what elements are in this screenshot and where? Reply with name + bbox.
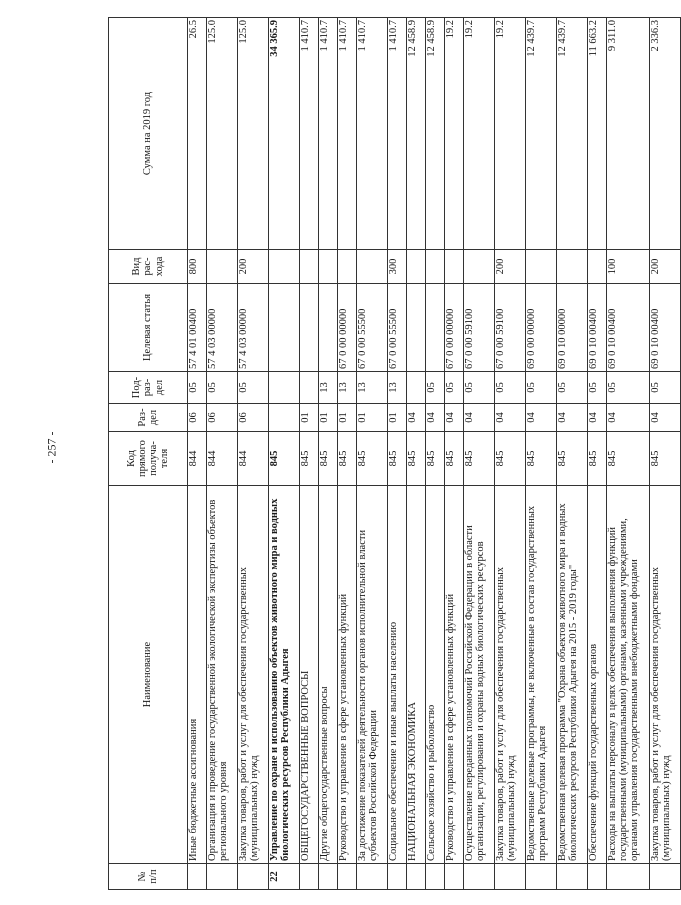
col-header-razdel: Раз-дел [109,404,188,432]
cell-article: 67 0 00 59100 [495,284,526,372]
cell-razdel: 04 [607,404,650,432]
cell-sum: 12 439.7 [557,18,588,250]
cell-num [357,864,388,890]
cell-vid [407,250,426,284]
cell-podrazdel [300,372,319,404]
cell-recipient: 845 [300,432,319,486]
cell-num [650,864,681,890]
cell-name: Закупка товаров, работ и услуг для обеспечения государственных (муниципальных) нужд [495,486,526,864]
cell-recipient: 844 [207,432,238,486]
cell-recipient: 845 [319,432,338,486]
cell-name: НАЦИОНАЛЬНАЯ ЭКОНОМИКА [407,486,426,864]
cell-razdel: 01 [319,404,338,432]
table-row [238,18,269,890]
cell-article: 67 0 00 55500 [388,284,407,372]
cell-podrazdel: 05 [238,372,269,404]
cell-recipient: 845 [464,432,495,486]
cell-razdel: 04 [445,404,464,432]
cell-name: Ведомственные целевые программы, не включенные в состав государственных программ Республики Адыгея [526,486,557,864]
cell-vid: 300 [388,250,407,284]
cell-razdel: 04 [426,404,445,432]
cell-podrazdel: 13 [357,372,388,404]
cell-vid [445,250,464,284]
cell-article: 67 0 00 00000 [338,284,357,372]
cell-article: 69 0 10 00400 [607,284,650,372]
cell-podrazdel: 05 [188,372,207,404]
table-row [495,18,526,890]
cell-recipient: 845 [557,432,588,486]
cell-num [445,864,464,890]
table-body [188,18,681,890]
cell-num [188,864,207,890]
col-header-name: Наименование [109,486,188,864]
cell-recipient: 845 [357,432,388,486]
cell-razdel: 04 [650,404,681,432]
rotated-table-container [108,18,673,890]
cell-article [300,284,319,372]
cell-sum: 12 458.9 [426,18,445,250]
cell-recipient: 845 [495,432,526,486]
table-row [300,18,319,890]
cell-name: Ведомственная целевая программа "Охрана объектов животного мира и водных биологических ресурсов Республики Адыгея на 2015 - 2019 годы" [557,486,588,864]
table-row [188,18,207,890]
cell-vid [319,250,338,284]
cell-podrazdel: 05 [526,372,557,404]
cell-sum: 1 410.7 [300,18,319,250]
cell-vid: 200 [238,250,269,284]
cell-vid: 100 [607,250,650,284]
cell-sum: 1 410.7 [388,18,407,250]
cell-razdel: 01 [338,404,357,432]
cell-num [607,864,650,890]
cell-name: Управление по охране и использованию объектов животного мира и водных биологических ресурсов Республики Адыгея [269,486,300,864]
cell-sum: 26.5 [188,18,207,250]
cell-sum: 34 365.9 [269,18,300,250]
cell-num [526,864,557,890]
cell-article: 69 0 10 00400 [650,284,681,372]
cell-vid [557,250,588,284]
cell-razdel: 06 [188,404,207,432]
budget-table-page [108,18,673,890]
table-row [526,18,557,890]
cell-podrazdel: 13 [388,372,407,404]
cell-recipient: 845 [426,432,445,486]
cell-article [407,284,426,372]
cell-num [495,864,526,890]
cell-razdel: 06 [207,404,238,432]
table-row [388,18,407,890]
table-row [338,18,357,890]
cell-article: 69 0 10 00400 [588,284,607,372]
cell-podrazdel: 05 [464,372,495,404]
cell-num [319,864,338,890]
col-header-podrazdel: Под-раз-дел [109,372,188,404]
cell-podrazdel: 05 [426,372,445,404]
table-row [426,18,445,890]
cell-podrazdel: 05 [650,372,681,404]
cell-vid [357,250,388,284]
cell-num [338,864,357,890]
table-row [207,18,238,890]
table-row [357,18,388,890]
cell-razdel: 01 [388,404,407,432]
cell-num [300,864,319,890]
cell-razdel: 04 [526,404,557,432]
cell-num [426,864,445,890]
table-row [607,18,650,890]
cell-vid: 800 [188,250,207,284]
cell-vid [338,250,357,284]
cell-num [207,864,238,890]
cell-article: 57 4 03 00000 [238,284,269,372]
table-header-row [109,18,188,890]
col-header-num: № п/п [109,864,188,890]
cell-recipient: 844 [238,432,269,486]
cell-vid: 200 [650,250,681,284]
cell-sum: 12 458.9 [407,18,426,250]
table-row [407,18,426,890]
cell-razdel: 04 [495,404,526,432]
cell-vid [207,250,238,284]
col-header-sum: Сумма на 2019 год [109,18,188,250]
cell-sum: 2 336.3 [650,18,681,250]
cell-name: Закупка товаров, работ и услуг для обеспечения государственных (муниципальных) нужд [650,486,681,864]
cell-razdel: 01 [357,404,388,432]
cell-podrazdel: 05 [495,372,526,404]
cell-recipient: 845 [338,432,357,486]
cell-sum: 12 439.7 [526,18,557,250]
col-header-vid: Вид рас-хода [109,250,188,284]
cell-article [319,284,338,372]
cell-sum: 125.0 [207,18,238,250]
cell-name: Закупка товаров, работ и услуг для обеспечения государственных (муниципальных) нужд [238,486,269,864]
cell-name: За достижение показателей деятельности органов исполнительной власти субъектов Российской Федерации [357,486,388,864]
cell-recipient: 845 [388,432,407,486]
cell-num [557,864,588,890]
cell-razdel: 04 [588,404,607,432]
table-row [588,18,607,890]
col-header-article: Целевая статья [109,284,188,372]
cell-recipient: 844 [188,432,207,486]
cell-name: Руководство и управление в сфере установленных функций [445,486,464,864]
cell-name: Организация и проведение государственной экологической экспертизы объектов регионального уровня [207,486,238,864]
cell-vid [588,250,607,284]
cell-sum: 1 410.7 [357,18,388,250]
cell-razdel [269,404,300,432]
cell-sum: 19.2 [445,18,464,250]
cell-num: 22 [269,864,300,890]
cell-article: 69 0 10 00000 [557,284,588,372]
cell-sum: 125.0 [238,18,269,250]
cell-vid [464,250,495,284]
cell-vid [426,250,445,284]
table-row [650,18,681,890]
cell-name: Обеспечение функций государственных органов [588,486,607,864]
table-row [319,18,338,890]
cell-podrazdel: 13 [338,372,357,404]
cell-article [269,284,300,372]
cell-article: 67 0 00 59100 [464,284,495,372]
cell-razdel: 04 [557,404,588,432]
cell-name: Сельское хозяйство и рыболовство [426,486,445,864]
cell-name: ОБЩЕГОСУДАРСТВЕННЫЕ ВОПРОСЫ [300,486,319,864]
cell-vid: 200 [495,250,526,284]
cell-sum: 19.2 [495,18,526,250]
cell-name: Осуществление переданных полномочий Российской Федерации в области организации, регулирования и охраны водных биологических ресурсов [464,486,495,864]
cell-article: 67 0 00 00000 [445,284,464,372]
col-header-recipient: Код прямого получа-теля [109,432,188,486]
cell-podrazdel: 05 [207,372,238,404]
cell-sum: 19.2 [464,18,495,250]
cell-sum: 1 410.7 [338,18,357,250]
cell-num [588,864,607,890]
cell-podrazdel [407,372,426,404]
cell-recipient: 845 [269,432,300,486]
table-row [557,18,588,890]
cell-vid [269,250,300,284]
cell-podrazdel: 05 [445,372,464,404]
cell-sum: 1 410.7 [319,18,338,250]
cell-recipient: 845 [526,432,557,486]
cell-podrazdel [269,372,300,404]
cell-podrazdel: 05 [607,372,650,404]
cell-name: Расходы на выплаты персоналу в целях обеспечения выполнения функций государственными (муниципальными) органами, казенными учреждениями, органами управления государственными внебюджетными фондами [607,486,650,864]
cell-podrazdel: 05 [588,372,607,404]
cell-razdel: 04 [464,404,495,432]
cell-article [426,284,445,372]
cell-article: 57 4 01 00400 [188,284,207,372]
cell-recipient: 845 [607,432,650,486]
cell-recipient: 845 [650,432,681,486]
cell-num [388,864,407,890]
cell-recipient: 845 [588,432,607,486]
cell-name: Другие общегосударственные вопросы [319,486,338,864]
cell-recipient: 845 [407,432,426,486]
page-number: - 257 - [44,431,59,464]
cell-podrazdel: 05 [557,372,588,404]
cell-article: 57 4 03 00000 [207,284,238,372]
cell-name: Иные бюджетные ассигнования [188,486,207,864]
cell-name: Руководство и управление в сфере установленных функций [338,486,357,864]
cell-razdel: 04 [407,404,426,432]
cell-razdel: 01 [300,404,319,432]
cell-name: Социальное обеспечение и иные выплаты населению [388,486,407,864]
cell-num [407,864,426,890]
cell-article: 67 0 00 55500 [357,284,388,372]
table-row [269,18,300,890]
cell-num [464,864,495,890]
cell-recipient: 845 [445,432,464,486]
budget-table [108,17,681,890]
cell-num [238,864,269,890]
cell-vid [300,250,319,284]
cell-sum: 11 663.2 [588,18,607,250]
cell-article: 69 0 00 00000 [526,284,557,372]
cell-vid [526,250,557,284]
cell-razdel: 06 [238,404,269,432]
table-row [445,18,464,890]
cell-sum: 9 311.0 [607,18,650,250]
cell-podrazdel: 13 [319,372,338,404]
table-row [464,18,495,890]
